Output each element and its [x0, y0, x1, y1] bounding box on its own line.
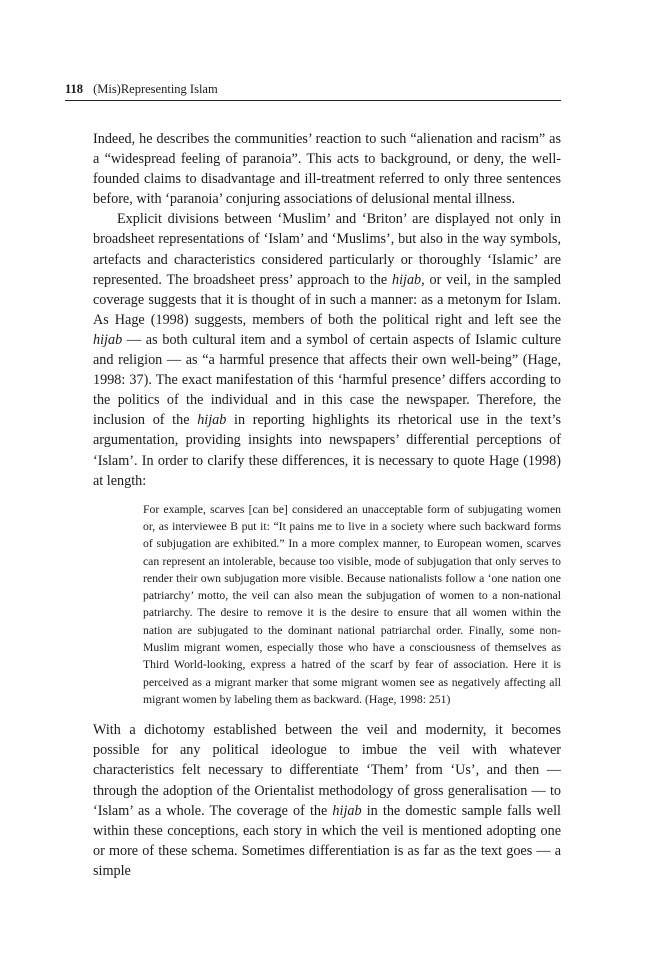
paragraph-3	[93, 720, 561, 881]
text-segment: , or veil, in the sampled coverage suggests that it is thought of in such a manner: as a metonym for Islam. As Hage (1998) suggests, members of both the political right and left see the	[93, 271, 561, 328]
italic-term-hijab: hijab	[197, 412, 227, 429]
block-quote: For example, scarves [can be] considered an unacceptable form of subjugating women or, as interviewee B put it: “It pains me to live in a society where such backward forms of subjugation are exhibited.” In a more complex manner, to European women, scarves can represent an intolerable, because too visible, mode of subjugation that only serves to render their own subjugation more visible. Because nationalists follow a ‘one nation one patriarchy’ motto, the veil can also mean the subjugation of women to a non-national patriarchy. The desire to remove it is the desire to ensure that all women within the nation are subjugated to the dominant national patriarchal order. Finally, some non-Muslim migrant women, especially those who have a consciousness of themselves as Third World-looking, express a hatred of the scarf by fear of association. Here it is perceived as a migrant marker that some migrant women see as negatively affecting all migrant women by labeling them as backward. (Hage, 1998: 251)	[143, 502, 561, 706]
text-segment: With a dichotomy established between the veil and modernity, it becomes possible for any political ideologue to imbue the veil with whatever characteristics felt necessary to differentiate ‘Them’ from ‘Us’, and then — through the adoption of the Orientalist methodology of gross generalisation — to ‘Islam’ as a whole. The coverage of the	[93, 722, 561, 819]
running-header	[65, 80, 561, 101]
paragraph-1	[93, 129, 561, 209]
text-segment: — as both cultural item and a symbol of certain aspects of Islamic culture and religion — as “a harmful presence that affects their own well-being” (Hage, 1998: 37). The exact manifestation of this ‘harmful presence’ differs according to the politics of the individual and in this case the newspaper. Therefore, the inclusion of the	[93, 331, 561, 429]
body-text	[93, 129, 561, 881]
running-title: (Mis)Representing Islam	[93, 82, 218, 96]
text-segment: Explicit divisions between ‘Muslim’ and ‘Briton’ are displayed not only in broadsheet representations of ‘Islam’ and ‘Muslims’, but also in the way symbols, artefacts and characteristics considered particularly or thoroughly ‘Islamic’ are represented. The broadsheet press’ approach to the	[93, 211, 561, 288]
italic-term-hijab: hijab	[332, 802, 362, 819]
text-segment: Indeed, he describes the communities’ reaction to such “alienation and racism” as a “widespread feeling of paranoia”. This acts to background, or deny, the well-founded claims to disadvantage and ill-treatment referred to only three sentences before, with ‘paranoia’ conjuring associations of delusional mental illness.	[93, 131, 561, 208]
page-number: 118	[65, 82, 84, 96]
text-segment: in reporting highlights its rhetorical use in the text’s argumentation, providing insights into newspapers’ differential perceptions of ‘Islam’. In order to clarify these differences, it is necessary to quote Hage (1998) at length:	[93, 412, 562, 489]
paragraph-2	[93, 209, 561, 490]
italic-term-hijab: hijab	[391, 271, 422, 288]
italic-term-hijab: hijab	[93, 331, 123, 348]
text-segment: in the domestic sample falls well within these conceptions, each story in which the veil is mentioned adopting one or more of these schema. Sometimes differentiation is as far as the text goes — a simple	[93, 802, 561, 879]
